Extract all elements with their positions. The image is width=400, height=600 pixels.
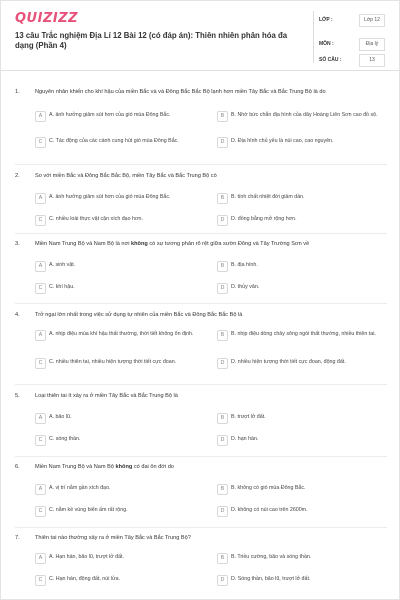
meta-value-subject: Địa lý xyxy=(359,38,385,51)
option-text: B. tính chất nhiệt đới giảm dần. xyxy=(231,194,305,200)
option-text: C. Tác động của các cánh cung hút gió mùa Đông Bắc. xyxy=(49,138,179,144)
option-text: D. Địa hình chủ yếu là núi cao, cao nguyên. xyxy=(231,138,334,144)
option-text: A. nhịp điệu mùa khí hậu thất thường, thời tiết không ổn định. xyxy=(49,331,194,337)
question-text xyxy=(35,464,395,471)
option-text: C. nhiều loài thực vật cận xích đạo hơn. xyxy=(49,216,143,222)
worksheet-header xyxy=(1,1,400,71)
question-text-emphasis: không xyxy=(131,241,148,247)
option-letter-box: D xyxy=(217,506,228,517)
option-text: B. địa hình. xyxy=(231,262,258,268)
option-letter-box: B xyxy=(217,484,228,495)
question-text: Nguyên nhân khiến cho khí hậu của miền Bắc và và Đông Bắc Bắc Bộ lạnh hơn miền Tây Bắc và Bắc Trung Bộ là do xyxy=(35,89,326,95)
option-text: B. Triều cường, bão và sóng thần. xyxy=(231,554,312,560)
option-letter-box: D xyxy=(217,358,228,369)
question-divider xyxy=(15,164,387,165)
meta-value-grade: Lớp 12 xyxy=(359,14,385,27)
option-text: D. đồng bằng mở rộng hơn. xyxy=(231,216,297,222)
option-letter-box: C xyxy=(35,506,46,517)
option-letter-box: C xyxy=(35,358,46,369)
option-text: D. hạn hán. xyxy=(231,436,259,442)
meta-label-grade: LỚP : xyxy=(319,17,333,23)
option-letter-box: C xyxy=(35,137,46,148)
option-text: A. bão lũ. xyxy=(49,414,72,420)
option-letter-box: B xyxy=(217,193,228,204)
question-text-emphasis: không xyxy=(115,464,133,470)
question-number: 4. xyxy=(15,312,20,318)
option-letter-box: D xyxy=(217,283,228,294)
question-text: Loại thiên tai ít xảy ra ở miền Tây Bắc và Bắc Trung Bộ là xyxy=(35,393,178,399)
question-text-pre: Miền Nam Trung Bộ và Nam Bộ là nơi xyxy=(35,241,132,247)
option-letter-box: D xyxy=(217,435,228,446)
question-text: Thiên tai nào thường xảy ra ở miền Tây Bắc và Bắc Trung Bộ? xyxy=(35,535,191,541)
option-text: D. nhiều hiện tượng thời tiết cực đoan, động đất. xyxy=(231,359,346,365)
meta-label-subject: MÔN : xyxy=(319,41,334,47)
option-letter-box: A xyxy=(35,261,46,272)
question-number: 1. xyxy=(15,89,20,95)
option-letter-box: C xyxy=(35,575,46,586)
option-text: A. ảnh hưởng giảm sút hơn của gió mùa Đông Bắc. xyxy=(49,112,171,118)
option-letter-box: B xyxy=(217,111,228,122)
option-text: C. nhiều thiên tai, nhiều hiện tượng thời tiết cực đoan. xyxy=(49,359,177,365)
option-text: B. trượt lở đất. xyxy=(231,414,266,420)
question-divider xyxy=(15,303,387,304)
option-text: A. sinh vật. xyxy=(49,262,76,268)
worksheet-title: 13 câu Trắc nghiệm Địa Lí 12 Bài 12 (có đáp án): Thiên nhiên phân hóa đa dạng (Phần 4) xyxy=(15,31,288,50)
option-text: D. thủy văn. xyxy=(231,284,260,290)
option-letter-box: A xyxy=(35,111,46,122)
option-letter-box: D xyxy=(217,215,228,226)
question-number: 2. xyxy=(15,173,20,179)
option-letter-box: B xyxy=(217,261,228,272)
option-text: A. ảnh hưởng giảm sút hơn của gió mùa Đông Bắc. xyxy=(49,194,171,200)
quizizz-logo: QUIZIZZ xyxy=(15,11,79,26)
option-letter-box: A xyxy=(35,553,46,564)
question-text xyxy=(35,241,395,248)
question-text: Trở ngại lớn nhất trong việc sử dụng tự nhiên của miền Bắc và Đông Bắc Bắc Bộ là xyxy=(35,312,243,318)
question-number: 6. xyxy=(15,464,20,470)
option-text: C. nằm kề vùng biển ấm rất rộng. xyxy=(49,507,128,513)
option-text: A. vị trí nằm gần xích đạo. xyxy=(49,485,111,491)
option-text: D. Sóng thần, bão lũ, trượt lở đất. xyxy=(231,576,311,582)
option-letter-box: B xyxy=(217,413,228,424)
option-letter-box: D xyxy=(217,575,228,586)
question-number: 3. xyxy=(15,241,20,247)
option-letter-box: C xyxy=(35,215,46,226)
option-text: A. Hạn hán, bão lũ, trượt lở đất. xyxy=(49,554,124,560)
option-letter-box: A xyxy=(35,330,46,341)
option-letter-box: A xyxy=(35,413,46,424)
option-letter-box: D xyxy=(217,137,228,148)
option-text: B. Nhờ bức chắn địa hình của dãy Hoàng Liên Sơn cao đồ sộ. xyxy=(231,112,378,118)
option-letter-box: C xyxy=(35,283,46,294)
option-letter-box: A xyxy=(35,484,46,495)
question-divider xyxy=(15,384,387,385)
option-letter-box: C xyxy=(35,435,46,446)
question-divider xyxy=(15,233,387,234)
question-number: 5. xyxy=(15,393,20,399)
question-text: So với miền Bắc và Đông Bắc Bắc Bộ, miền Tây Bắc và Bắc Trung Bộ có xyxy=(35,173,217,179)
meta-label-count: SỐ CÂU : xyxy=(319,57,342,63)
option-text: C. sóng thần. xyxy=(49,436,81,442)
meta-divider xyxy=(313,11,314,63)
option-text: C. khí hậu. xyxy=(49,284,75,290)
question-text-pre: Miền Nam Trung Bộ và Nam Bộ xyxy=(35,464,116,470)
meta-value-count: 13 xyxy=(359,54,385,67)
question-divider xyxy=(15,527,387,528)
option-letter-box: B xyxy=(217,330,228,341)
question-number: 7. xyxy=(15,535,20,541)
option-letter-box: B xyxy=(217,553,228,564)
option-text: D. không có núi cao trên 2600m. xyxy=(231,507,308,513)
option-text: B. không có gió mùa Đông Bắc. xyxy=(231,485,306,491)
question-text-post: có sự tương phản rõ rệt giữa sườn Đông và Tây Trường Sơn về xyxy=(147,241,310,247)
option-text: B. nhịp điệu dòng chảy sông ngòi thất thường, nhiều thiên tai. xyxy=(231,331,376,337)
question-divider xyxy=(15,456,387,457)
option-text: C. Hạn hán, động đất, núi lửa. xyxy=(49,576,120,582)
option-letter-box: A xyxy=(35,193,46,204)
question-text-post: có đai ôn đới do xyxy=(132,464,174,470)
